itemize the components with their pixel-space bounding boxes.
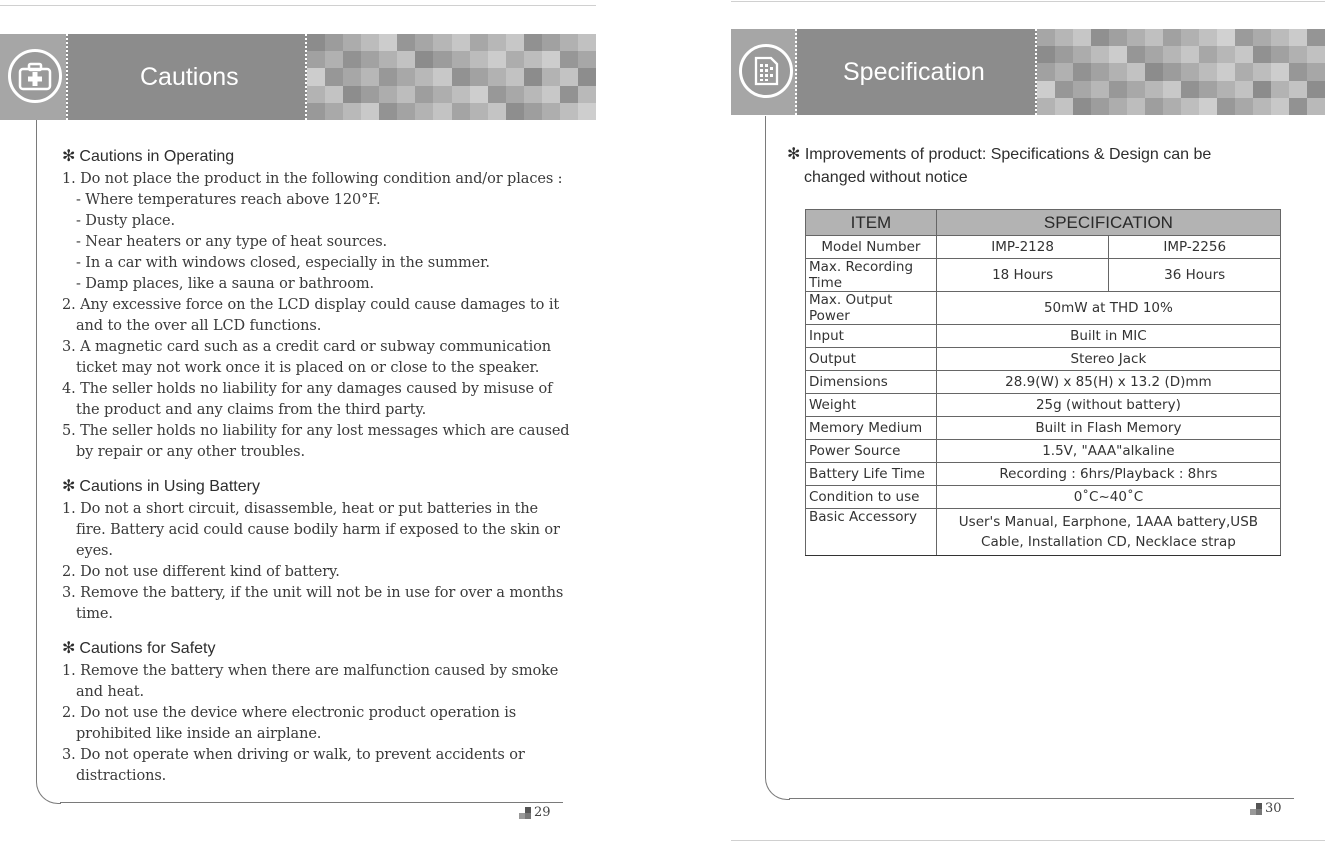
cell-value: 18 Hours	[936, 259, 1109, 292]
table-row	[806, 417, 1281, 440]
list-item: 2. Do not use different kind of battery.	[62, 564, 340, 580]
section-heading: ✻ Cautions in Using Battery	[62, 478, 260, 495]
spec-note: ✻ Improvements of product: Specifications & Design can be changed without notice	[787, 146, 1212, 186]
page-number: 30	[1250, 801, 1282, 816]
table-row	[806, 292, 1281, 325]
cell-value: 36 Hours	[1109, 259, 1281, 292]
header-specification: SPECIFICATION	[936, 210, 1280, 236]
asterisk-icon: ✻	[62, 478, 76, 495]
row-label: Basic Accessory	[806, 509, 937, 556]
header-item: ITEM	[806, 210, 937, 236]
page-title: Cautions	[140, 63, 239, 91]
caution-list	[62, 169, 572, 463]
table-row	[806, 371, 1281, 394]
row-label: Output	[806, 348, 937, 371]
page-frame-bottom	[60, 802, 563, 803]
table-row	[806, 259, 1281, 292]
page-frame-bottom	[789, 798, 1294, 799]
cell-value: IMP-2256	[1109, 236, 1281, 259]
specification-table	[805, 209, 1281, 556]
cell-value: 0˚C~40˚C	[936, 486, 1280, 509]
list-item: 2. Do not use the device where electronic product operation is prohibited like inside an airplane.	[62, 705, 517, 742]
banner-mosaic	[307, 34, 596, 120]
row-label: Model Number	[806, 236, 937, 259]
page-title: Specification	[843, 58, 985, 86]
row-label: Max. Output Power	[806, 292, 937, 325]
caution-section	[62, 639, 572, 787]
cell-value: Built in Flash Memory	[936, 417, 1280, 440]
list-item: 3. A magnetic card such as a credit card or subway communication ticket may not work once it is placed on or close to the speaker.	[62, 339, 552, 376]
first-aid-kit-icon	[8, 49, 62, 103]
asterisk-icon: ✻	[62, 148, 76, 165]
caution-list	[62, 661, 572, 787]
asterisk-icon: ✻	[62, 640, 76, 657]
list-item: 4. The seller holds no liability for any damages caused by misuse of the product and any claims from the third party.	[62, 381, 553, 418]
table-row	[806, 463, 1281, 486]
left-page	[0, 0, 596, 843]
list-item: 5. The seller holds no liability for any lost messages which are caused by repair or any other troubles.	[62, 423, 570, 460]
table-header-row	[806, 210, 1281, 236]
row-label: Dimensions	[806, 371, 937, 394]
table-row	[806, 348, 1281, 371]
list-item: - In a car with windows closed, especially in the summer.	[76, 255, 490, 271]
page-frame-left	[765, 116, 766, 776]
list-item: 2. Any excessive force on the LCD display could cause damages to it and to the over all LCD functions.	[62, 297, 560, 334]
page-frame-left	[36, 120, 37, 780]
caution-list	[62, 499, 572, 625]
cautions-banner	[0, 34, 596, 120]
asterisk-icon: ✻	[787, 146, 801, 163]
row-label: Battery Life Time	[806, 463, 937, 486]
row-label: Weight	[806, 394, 937, 417]
right-page	[731, 0, 1325, 843]
section-heading: ✻ Cautions for Safety	[62, 640, 216, 657]
caution-section	[62, 147, 572, 463]
cell-value: 25g (without battery)	[936, 394, 1280, 417]
table-row	[806, 236, 1281, 259]
cell-value: 1.5V, "AAA"alkaline	[936, 440, 1280, 463]
table-row	[806, 394, 1281, 417]
table-row	[806, 509, 1281, 556]
list-item: 3. Remove the battery, if the unit will not be in use for over a months time.	[62, 585, 564, 622]
cell-value: User's Manual, Earphone, 1AAA battery,USB Cable, Installation CD, Necklace strap	[936, 509, 1280, 556]
table-row	[806, 325, 1281, 348]
row-label: Input	[806, 325, 937, 348]
specification-banner	[731, 29, 1325, 115]
list-item: 1. Do not place the product in the following condition and/or places :	[62, 171, 563, 187]
list-item: - Damp places, like a sauna or bathroom.	[76, 276, 374, 292]
top-rule	[0, 5, 596, 6]
section-heading: ✻ Cautions in Operating	[62, 148, 235, 165]
list-item: - Dusty place.	[76, 213, 176, 229]
page-number: 29	[519, 805, 551, 820]
list-item: 1. Remove the battery when there are malfunction caused by smoke and heat.	[62, 663, 559, 700]
cell-value: Built in MIC	[936, 325, 1280, 348]
row-label: Condition to use	[806, 486, 937, 509]
banner-mosaic	[1037, 29, 1325, 115]
cell-value: Recording : 6hrs/Playback : 8hrs	[936, 463, 1280, 486]
page-marker-icon	[1250, 803, 1262, 815]
list-item: 3. Do not operate when driving or walk, to prevent accidents or distractions.	[62, 747, 525, 784]
table-row	[806, 486, 1281, 509]
page-marker-icon	[519, 807, 531, 819]
cell-value: 50mW at THD 10%	[936, 292, 1280, 325]
list-item: 1. Do not a short circuit, disassemble, heat or put batteries in the fire. Battery acid could cause bodily harm if exposed to the skin or eyes.	[62, 501, 560, 559]
caution-section	[62, 477, 572, 625]
row-label: Memory Medium	[806, 417, 937, 440]
row-label: Power Source	[806, 440, 937, 463]
bottom-rule	[731, 840, 1325, 841]
list-item: - Near heaters or any type of heat sources.	[76, 234, 388, 250]
list-item: - Where temperatures reach above 120°F.	[76, 192, 381, 208]
cell-value: 28.9(W) x 85(H) x 13.2 (D)mm	[936, 371, 1280, 394]
cautions-content	[62, 147, 572, 787]
cell-value: IMP-2128	[936, 236, 1109, 259]
cell-value: Stereo Jack	[936, 348, 1280, 371]
row-label: Max. Recording Time	[806, 259, 937, 292]
table-row	[806, 440, 1281, 463]
document-grid-icon	[739, 44, 793, 98]
